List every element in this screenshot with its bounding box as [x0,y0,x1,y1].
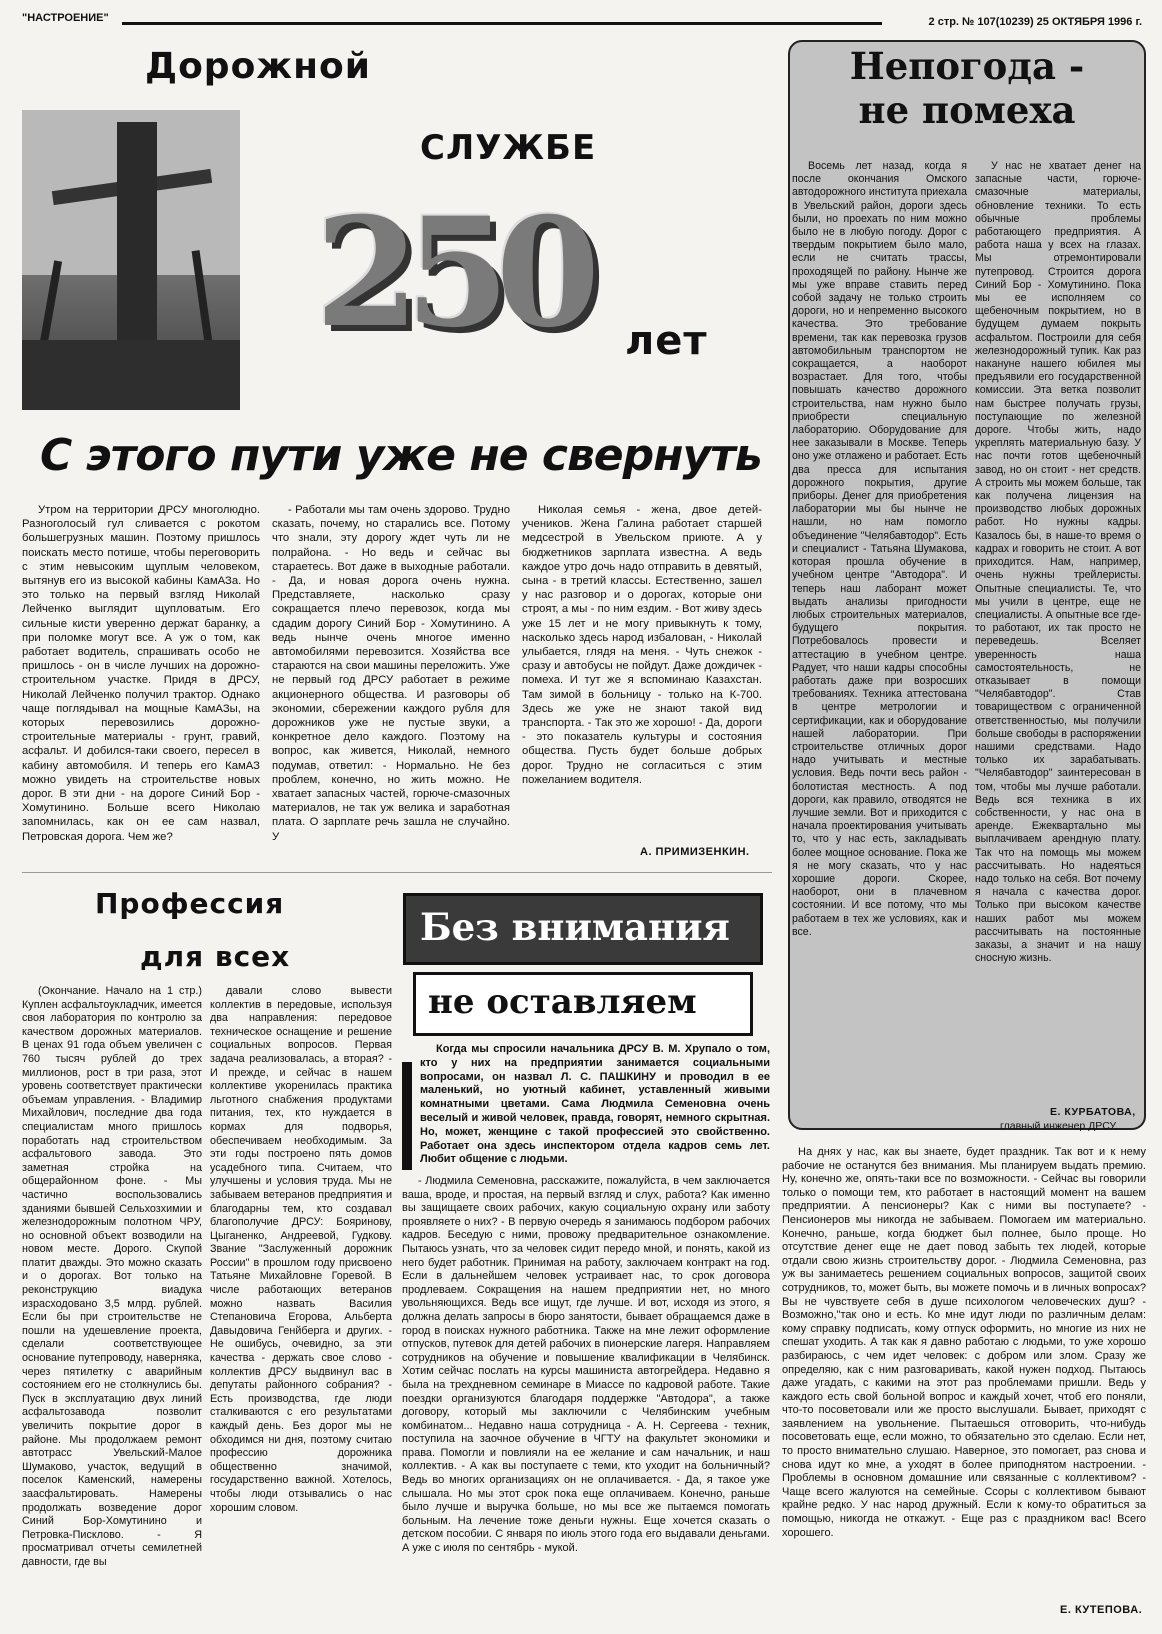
sidebar-column-2: У нас не хватает денег на запасные части, горюче-смазочные материалы, обновление техники. То есть обычные проблемы работающего предприятия. А работа наша у всех на глазах. Мы отремонтировали путепровод. Строится дорога Синий Бор - Хомутинино. Пока мы ее исполняем со щебеночным покрытием, но в будущем думаем покрыть асфальтом. Построили для себя железнодорожный тупик. Как раз накануне нашего юбилея мы предъявили его государственной комиссии. Эта ветка позволит нам быстрее получать грузы, поступающие по железной дороге. Чтобы жить, надо укреплять материальную базу. У нас почти готов щебеночный завод, но он стоит - нет средств. А строить мы можем больше, так как получена лицензия на производство любых дорожных работ. Но нужны кадры. Казалось бы, в наше-то время о кадрах и говорить не стоит. А вот приходится. Нам, например, очень нужны трейлеристы. Опытные специалисты. Те, что мы учили в центре, еще не специалисты. А опытные все где-то работают, их так просто не переведешь. Вселяет уверенность наша самостоятельность, не отказывает в помощи "Челябавтодор". Став товариществом с ограниченной ответственностью, мы получили больше свободы в распоряжении нашими средствами. Надо только их зарабатывать. "Челябавтодор" заинтересован в том, чтобы мы лучше работали. Ведь вся техника в их собственности, у нас она в аренде. Ежеквартально мы выплачиваем арендную плату. Так что на помощь мы можем рассчитывать. Но надеяться надо только на себя. Вот почему я начала с качества дорог. Только при высоком качестве наших работ мы можем рассчитывать на постоянные заказы, а значит и на нашу сносную жизнь. [975,160,1141,965]
header-rule [122,22,882,25]
attn-intro: Когда мы спросили начальника ДРСУ В. М. Хрупало о том, кто у них на предприятии занимается социальными вопросами, он назвал Л. С. ПАШКИНУ и проводил в ее маленький, но уютный кабинет, уставленный живыми комнатными цветами. Сама Людмила Семеновна очень веселый и живой человек, правда, говорят, немного скрытная. Но, может, женщине с такой профессией это свойственно. Работает она здесь инспектором отдела кадров семь лет. Любит общение с людьми. [420,1043,770,1166]
sidebar-column-1: Восемь лет назад, когда я после окончания Омского автодорожного института приехала в Увельский район, дороги здесь были, но проехать по ним можно было не в любую погоду. Дорог с твердым покрытием было мало, если не считать трассы, проходящей по району. Нынче же мы уже вправе ставить перед собой задачу не только строить дороги, но и непременно высокого качества. Это требование времени, так как перевозка грузов автомобильным транспортом не сокращается, а наоборот возрастает. Для того, чтобы повышать качество дорожного строительства, нам нужно было приобрести специальную лабораторию. Оборудование для нее заказывали в Москве. Теперь оно уже отлажено и работает. Есть два пресса для испытания дорожного покрытия, другие приборы. Денег для приобретения лаборатории мы бы нынче не нашли, но нам помогло объединение "Челябавтодор". Есть и специалист - Татьяна Шумакова, которая прошла обучение в учебном центре "Автодора". И теперь наш лаборант может выдать анализы пригодности любых строительных материалов, будущего покрытия. Потребовалось провести и аттестацию в учебном центре. Радует, что наши кадры способны работать даже при возросших требованиях. Техника аттестована в центре метрологии и сертификации, как и оборудование нашей лаборатории. При строительстве отличных дорог надо учитывать и местные условия. Ведь почти весь район - болотистая местность. А под дороги, как правило, отводятся не лучшие земли. Вот и приходится с начала проектирования учитывать то, что у нас есть, закладывать более мощное основание. Пока же я не могу сказать, что у нас хорошие дороги. Скорее, наоборот, они в плачевном состоянии. И все потому, что мы работаем в тех же условиях, как и все. [792,160,967,938]
sidebar-author-role: главный инженер ДРСУ. [1000,1120,1118,1132]
prof-title-2: для всех [140,940,291,973]
sidebar-title-1: Непогода - [849,44,1085,88]
attn-title-1: Без внимания [420,905,730,949]
prof-column-1: (Окончание. Начало на 1 стр.) Куплен асфальтоукладчик, имеется своя лаборатория по контролю за качеством дорожных материалов. В ценах 91 года объем увеличен с 760 тысяч рублей до трех миллионов, рост в три раза, этот уровень соответствует практически объемам управления. - Владимир Михайлович, последние два года специалистам много пришлось поработать над строительством асфальтового завода. Это заметная стройка на общерайонном фоне. - Мы частично воспользовались зданиями бывшей Сельхозхимии и железнодорожным полотном ЧРУ, но основной объект возводили на новом месте. Дорого. Скупой платит дважды. Это можно сказать и о дорогах. Вот только на реконструкцию виадука израсходовано 3,5 млрд. рублей. Если бы при строительстве не пошли на удешевление проекта, сделали соответствующее основание путепроводу, наверняка, через пятилетку с аварийным состоянием его не столкнулись бы. Пуск в эксплуатацию двух линий асфальтозавода позволит увеличить покрытие дорог в районе. Мы продолжаем ремонт автотрасс Увельский-Малое Шумаково, участок, ведущий в поселок Каменский, намерены заасфальтировать. Намерены продолжать возведение дорог Синий Бор-Хомутинино и Петровка-Писклово. - Я просматривал отчеты семилетней давности, где вы [22,985,202,1568]
lead-author: А. ПРИМИЗЕНКИН. [640,846,750,858]
quote-bar-icon [402,1062,412,1170]
issue-info: 2 стр. № 107(10239) 25 ОКТЯБРЯ 1996 г. [928,16,1142,28]
lead-column-3: Николая семья - жена, двое детей-учеников. Жена Галина работает старшей медсестрой в Увельском приюте. А у бюджетников зарплата известна. А ведь каждое утро дочь надо отправить в девятый, сына - в третий классы. Естественно, зашел у нас разговор и о дорогах, которые они строят, а мы - по ним ездим. - Вот живу здесь уже 15 лет и не могу привыкнуть к тому, насколько здесь народ избалован, - Николай улыбается, глядя на меня. - Чуть снежок - сразу и автобусы не пойдут. Даже дождичек - помеха. И тут же я вспоминаю Казахстан. Там зимой в больницу - только на К-700. Здесь же уже не знают такой вид транспорта. - Так это же хорошо! - Да, дороги - это показатель культуры и состояния общества. Пусть будет больше добрых дорог. Трудно не согласиться с этим пожеланием водителя. [522,504,762,786]
lead-column-2: - Работали мы там очень здорово. Трудно сказать, почему, но старались все. Потому что знали, эту дорогу ждет чуть ли не полрайона. - Но ведь и сейчас вы стараетесь. Вот даже в выходные работали. - Да, и новая дорога очень нужна. Представляете, насколько сразу сокращается плечо перевозок, когда мы сдадим дорогу Синий Бор - Хомутинино. А ведь нынче очень многое именно автомобилями перевозится. Хозяйства все стараются на свои машины переложить. Уже не первый год ДРСУ работает в режиме акционерного общества. И разговоры об экономии, сбережении каждого рубля для дорожников уже не пустые звуки, а конкретное дело каждого. Поэтому на вопрос, как живется, Николай, немного подумав, ответил: - Нормально. Не без проблем, конечно, но жить можно. Не хватает запасных частей, горюче-смазочных материалов, не так уж велика и заработная плата. О зарплате речь зашла не случайно. У [272,504,510,843]
lead-column-1: Утром на территории ДРСУ многолюдно. Разноголосый гул сливается с рокотом большегрузных машин. Поэтому пришлось поискать место потише, чтобы переговорить с этим невысоким щуплым человеком, вытянув его из высокой кабины КамАЗа. Но это только на первый взгляд Николай Лейченко выглядит щупловатым. Его сильные кисти уверенно держат баранку, а при поломке могут все. А уж о том, как работает водитель, спрашивать особо не пришлось - он в числе лучших на дорожно-строительном участке. Придя в ДРСУ, Николай Лейченко получил трактор. Однако чаще поглядывал на мощные КамАЗы, на которых перевозились дорожно-строительные материалы - грунт, гравий, асфальт. И добился-таки своего, пересел в кабину автомобиля. И теперь его КамАЗ можно увидеть на строительстве новых дорог. В эти дни - на дороге Синий Бор - Хомутинино. Больше всего Николаю запомнилась, как он ее сам назвал, Петровская дорога. Чем же? [22,504,260,843]
anniversary-number: 250 [315,185,587,361]
sidebar-author: Е. КУРБАТОВА, [1050,1106,1136,1118]
lead-subtitle: С этого пути уже не свернуть [40,430,762,481]
attn-author: Е. КУТЕПОВА. [1060,1604,1143,1616]
lead-title-3: лет [625,318,708,364]
prof-title-1: Профессия [95,887,285,920]
sidebar-title-2: не помеха [858,88,1076,132]
attn-column-1: - Людмила Семеновна, расскажите, пожалуйста, в чем заключается ваша, вроде, и простая, на первый взгляд и слух, работа? Как именно вы защищаете своих рабочих, какую социальную охрану или заботу проявляете о них? - В первую очередь я занимаюсь подбором рабочих кадров. Беседую с ними, провожу предварительное ознакомление. Пытаюсь узнать, что за человек сидит передо мной, и понять, какой из него будет работник. Принимая на работу, заключаем контракт на год. Если в дальнейшем человек устраивает нас, то срок договора продлеваем. Сокращения на нашем предприятии нет, но много увольняющихся. Ведь все ищут, где лучше. И вот, исходя из этого, я должна делать запросы в бюро занятости, бывает обращаемся даже в город в поисках нужного работника. Также на мне лежит оформление отпусков, путевок для детей рабочих в пионерские лагеря. Направляем сотрудников на обучение и повышение квалификации в Челябинск. Хотим сейчас послать на курсы машиниста автогрейдера. Недавно я была на трехдневном семинаре в Миассе по кадровой работе. Такие поездки организуются благодаря поддержке "Автодора", а также договору, который мы заключили с Челябинским учебным комбинатом... Недавно наша сотрудница - А. Н. Сергеева - техник, поступила на заочное обучение в ЧГТУ на факультет экономики и права. Помогли и повлияли на ее желание и сам начальник, и наш коллектив. - А как вы поступаете с теми, кто уходит на больничный? Ведь во многих организациях он не оплачивается. - Да, я такое уже слышала. Но мы этот срок пока еще оплачиваем. Конечно, раньше было лучше и выручка больше, но мы все же пытаемся помогать больным. На лечение тоже деньги нужны. Еще хочется сказать о детском пособии. С января по июль этого года его выдавали деньгами. А уже с июля по сентябрь - мукой. [402,1175,770,1555]
newspaper-name: "НАСТРОЕНИЕ" [22,12,109,24]
section-rule [22,872,772,873]
sidebar-title [800,44,1134,132]
prof-column-2: давали слово вывести коллектив в передовые, используя два направления: передовое техническое оснащение и решение социальных вопросов. Первая задача реализовалась, а вторая? - И прежде, и сейчас в нашем коллективе укоренилась практика льготного снабжения продуктами питания, тех, кто нуждается в кормах для подворья, обеспечиваем необходимым. За эти годы построено пять домов усадебного типа. Считаем, что улучшены и условия труда. Мы не забываем ветеранов предприятия и благодарны тем, кто создавал благополучие ДРСУ: Бояринову, Цыганенко, Андреевой, Гудкову. Звание "Заслуженный дорожник России" в прошлом году присвоено Татьяне Михайловне Горевой. В числе работающих ветеранов можно назвать Василия Степановича Егорова, Альберта Давыдовича Генйберга и других. - Не ошибусь, очевидно, за эти качества - держать свое слово - коллектив ДРСУ выдвинул вас в депутаты районного собрания? - Есть производства, где люди сталкиваются с его результатами каждый день. Без дорог мы не обходимся ни дня, поэтому считаю профессию дорожника общественно значимой, государственно важной. Хотелось, чтобы люди отзывались о нас хорошим словом. [210,985,392,1514]
attn-column-2: На днях у нас, как вы знаете, будет праздник. Так вот и к нему рабочие не останутся без внимания. Мы планируем выдать премию. Ну, конечно же, опять-таки все по возможности. - Сейчас вы говорили только о помощи тем, кто работает в настоящий момент на вашем предприятии. А пенсионеры? Как с ними вы поступаете? - Пенсионеров мы никогда не забываем. Помогаем им материально. Конечно, раньше, когда бюджет был полнее, было проще. Но отсутствие денег еще не дает повод забыть тех людей, которые отдали свою жизнь строительству дорог. - Людмила Семеновна, раз уж вы занимаетесь решением социальных вопросов, защитой своих сотрудников, то, может быть, вы можете помочь и в личных вопросах? Вы не чувствуете себя в душе психологом человеческих душ? - Возможно,"так оно и есть. Ко мне идут люди по различным делам: кому справку подписать, кому отпуск оформить, но многие из них не спешат уходить. А так как я давно работаю с людьми, то уже хорошо разбираюсь, с чем идет человек: с добром или злом. Сразу же определяю, как с ним разговаривать, какой нужен подход. Пытаюсь даже угадать, с какими на этот раз проблемами пришли. Ведь у каждого есть свой больной вопрос и каждый хочет, чтоб его поняли, что-то посоветовали или же просто выслушали. Бывает, приходят с заявлением на увольнение. Пытаешься отговорить, что-нибудь посоветовать еще, если можно, то обязательно это сделаю. Если нет, то просто внимательно слушаю. Наверное, это помогает, раз снова и снова идут ко мне, а уходят в более приподнятом настроении. - Проблемы в основном домашние или связанные с коллективом? - Чаще всего жалуются на семейные. Ссоры с коллективом бывают крайне редко. У нас народ дружный. Если к кому-то обратиться за помощью, никогда не откажут. - Еще раз с праздником вас! Всего хорошего. [782,1146,1146,1539]
attn-title-2: не оставляем [428,982,697,1022]
lead-title-1: Дорожной [145,46,371,87]
lead-title-2: СЛУЖБЕ [420,128,597,168]
crane-photo [22,110,240,410]
